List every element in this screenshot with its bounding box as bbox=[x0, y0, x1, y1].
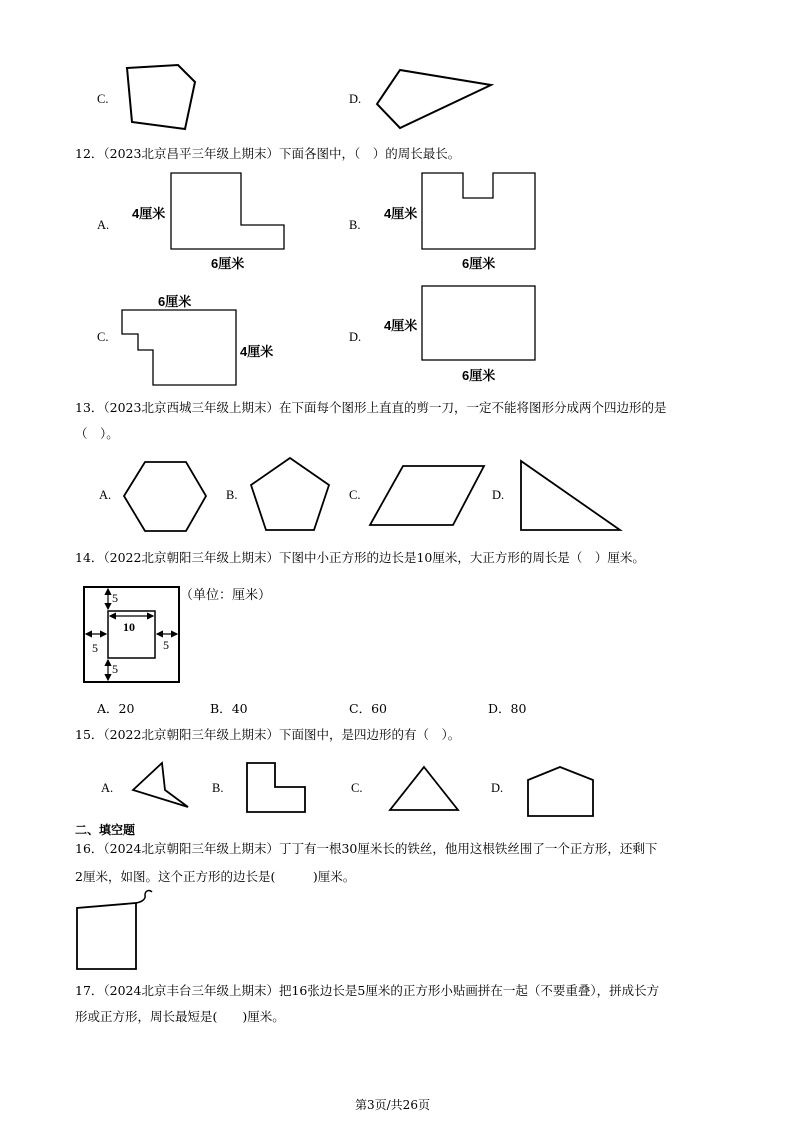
q12-c-width: 6厘米 bbox=[158, 294, 192, 309]
q14-stem: 14．（2022北京朝阳三年级上期末）下图中小正方形的边长是10厘米，大正方形的周长是（ ）厘米。 bbox=[75, 550, 645, 565]
q15-b-label: B. bbox=[212, 781, 224, 795]
q13-a-label: A. bbox=[99, 488, 112, 502]
q12-b-label: B. bbox=[349, 218, 361, 232]
q15-stem: 15．（2022北京朝阳三年级上期末）下面图中，是四边形的有（ ）。 bbox=[75, 727, 461, 742]
q11-option-d-label: D. bbox=[349, 92, 362, 106]
q14-option-b: B．40 bbox=[210, 701, 248, 716]
q16-stem-line2: 2厘米，如图。这个正方形的边长是( )厘米。 bbox=[75, 869, 356, 884]
q13-stem-line2: （ ）。 bbox=[75, 426, 119, 441]
q12-d-height: 4厘米 bbox=[384, 318, 418, 333]
q16-stem-line1: 16．（2024北京朝阳三年级上期末）丁丁有一根30厘米长的铁丝，他用这根铁丝围了一个正方形，还剩下 bbox=[75, 841, 658, 856]
q14-option-a: A．20 bbox=[97, 701, 135, 716]
q14-label-right: 5 bbox=[163, 638, 169, 652]
q12-a-label: A. bbox=[97, 218, 110, 232]
q14-option-d: D．80 bbox=[488, 701, 527, 716]
q14-label-bottom: 5 bbox=[112, 662, 118, 676]
q14-option-c: C．60 bbox=[349, 701, 387, 716]
q14-label-inner: 10 bbox=[123, 620, 135, 634]
q14-unit-note: （单位：厘米） bbox=[180, 587, 272, 602]
q12-c-height: 4厘米 bbox=[240, 344, 274, 359]
q12-stem: 12．（2023北京昌平三年级上期末）下面各图中，（ ）的周长最长。 bbox=[75, 146, 461, 161]
q13-d-label: D. bbox=[492, 488, 505, 502]
q13-c-label: C. bbox=[349, 488, 361, 502]
q12-c-label: C. bbox=[97, 330, 109, 344]
q12-b-width: 6厘米 bbox=[462, 256, 496, 271]
q12-d-label: D. bbox=[349, 330, 362, 344]
page-number: 第3页/共26页 bbox=[355, 1098, 430, 1112]
q14-label-top: 5 bbox=[112, 591, 118, 605]
section-2-title: 二、填空题 bbox=[75, 823, 136, 837]
q17-stem-line1: 17．（2024北京丰台三年级上期末）把16张边长是5厘米的正方形小贴画拼在一起（不要重叠），拼成长方 bbox=[75, 983, 660, 998]
q14-label-left: 5 bbox=[92, 641, 98, 655]
q17-stem-line2: 形或正方形，周长最短是( )厘米。 bbox=[75, 1009, 285, 1024]
q13-stem-line1: 13．（2023北京西城三年级上期末）在下面每个图形上直直的剪一刀，一定不能将图形分成两个四边形的是 bbox=[75, 400, 667, 415]
q12-a-width: 6厘米 bbox=[211, 256, 245, 271]
q12-d-width: 6厘米 bbox=[462, 368, 496, 383]
q12-b-height: 4厘米 bbox=[384, 206, 418, 221]
q11-option-c-label: C. bbox=[97, 92, 109, 106]
q15-a-label: A. bbox=[101, 781, 114, 795]
q15-c-label: C. bbox=[351, 781, 363, 795]
q15-d-label: D. bbox=[491, 781, 504, 795]
q12-a-height: 4厘米 bbox=[132, 206, 166, 221]
q13-b-label: B. bbox=[226, 488, 238, 502]
